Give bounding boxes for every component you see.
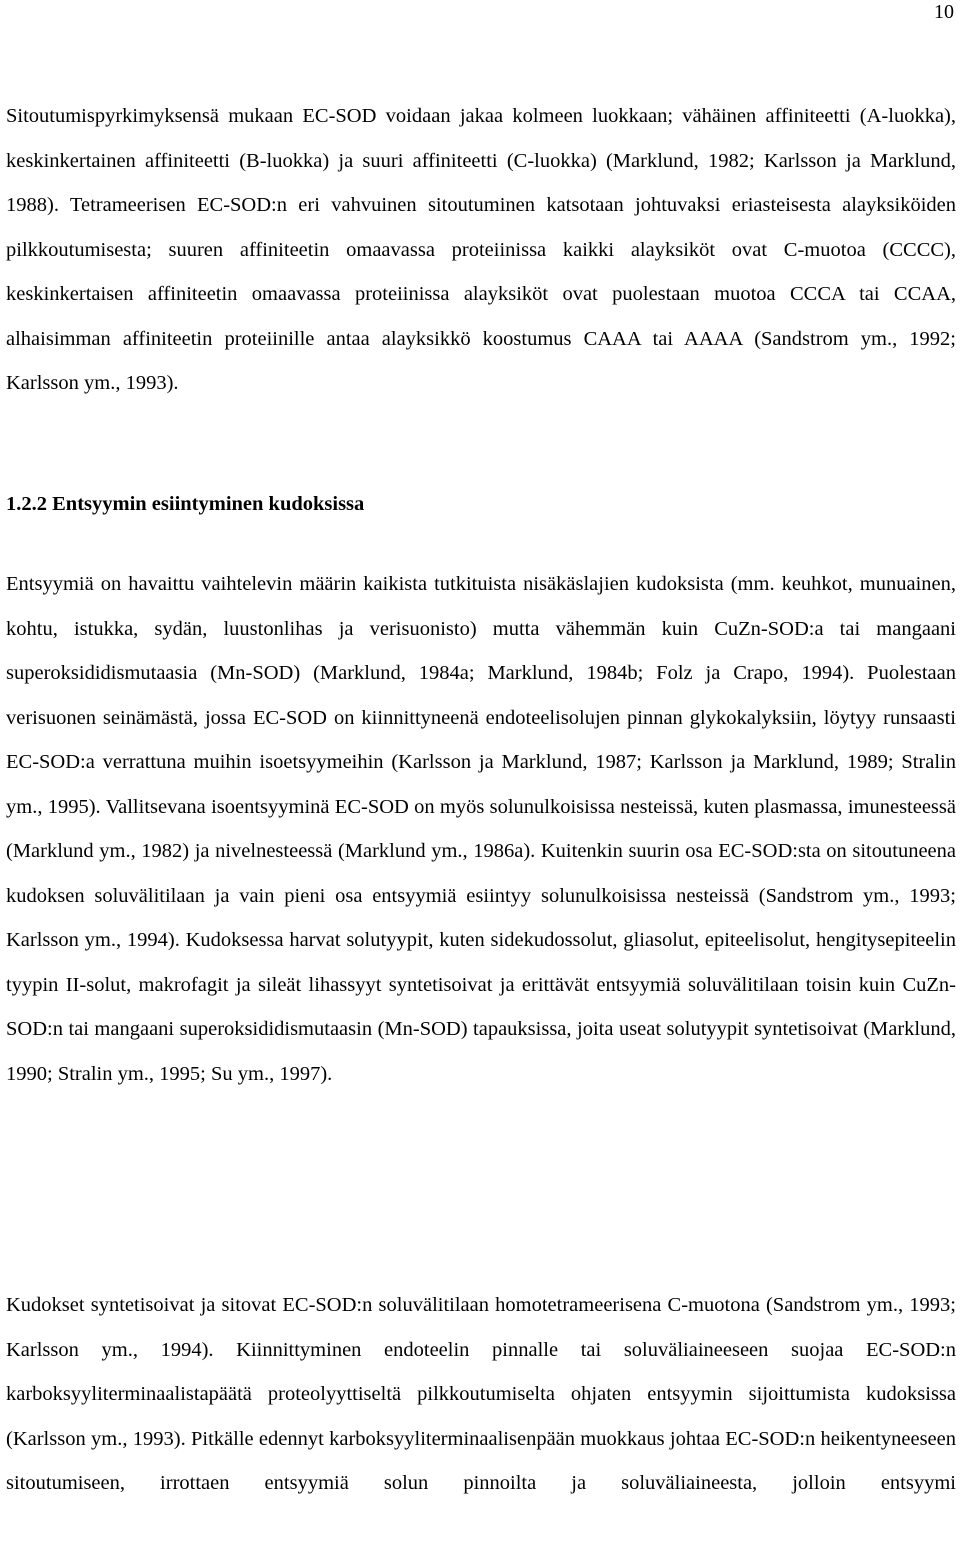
paragraph-tissue-synthesis: Kudokset syntetisoivat ja sitovat EC-SOD:n soluvälitilaan homotetrameerisena C-muotona (Sandstrom ym., 1993; Karlsson ym., 1994). Kiinnittyminen endoteelin pinnalle tai soluväliaineeseen suojaa EC-SOD:n karboksyyliterminaalistapäätä proteolyyttiseltä pilkkoutumiselta ohjaten entsyymin sijoittumista kudoksissa (Karlsson ym., 1993). Pitkälle edennyt karboksyyliterminaalisenpään muokkaus johtaa EC-SOD:n heikentyneeseen sitoutumiseen, irrottaen entsyymiä solun pinnoilta ja soluväliaineesta, jolloin entsyymi	[6, 1294, 956, 1494]
section-heading: 1.2.2 Entsyymin esiintyminen kudoksissa	[6, 493, 365, 515]
paragraph-tissue-distribution: Entsyymiä on havaittu vaihtelevin määrin kaikista tutkituista nisäkäslajien kudoksista (mm. keuhkot, munuainen, kohtu, istukka, sydän, luustonlihas ja verisuonisto) mutta vähemmän kuin CuZn-SOD:a tai mangaani superoksididismutaasia (Mn-SOD) (Marklund, 1984a; Marklund, 1984b; Folz ja Crapo, 1994). Puolestaan verisuonen seinämästä, jossa EC-SOD on kiinnittyneenä endoteelisolujen pinnan glykokalyksiin, löytyy runsaasti EC-SOD:a verrattuna muihin isoetsyymeihin (Karlsson ja Marklund, 1987; Karlsson ja Marklund, 1989; Stralin ym., 1995). Vallitsevana isoentsyyminä EC-SOD on myös solunulkoisissa nesteissä, kuten plasmassa, imunesteessä (Marklund ym., 1982) ja nivelnesteessä (Marklund ym., 1986a). Kuitenkin suurin osa EC-SOD:sta on sitoutuneena kudoksen soluvälitilaan ja vain pieni osa entsyymiä esiintyy solunulkoisissa nesteissä (Sandstrom ym., 1993; Karlsson ym., 1994). Kudoksessa harvat solutyypit, kuten sidekudossolut, gliasolut, epiteelisolut, hengitysepiteelin tyypin II-solut, makrofagit ja sileät lihassyyt syntetisoivat ja erittävät entsyymiä soluvälitilaan toisin kuin CuZn-SOD:n tai mangaani superoksididismutaasin (Mn-SOD) tapauksissa, joita useat solutyypit syntetisoivat (Marklund, 1990; Stralin ym., 1995; Su ym., 1997).	[6, 573, 956, 1085]
page-number: 10	[934, 1, 954, 23]
paragraph-affinity-classes: Sitoutumispyrkimyksensä mukaan EC-SOD voidaan jakaa kolmeen luokkaan; vähäinen affiniteetti (A-luokka), keskinkertainen affiniteetti (B-luokka) ja suuri affiniteetti (C-luokka) (Marklund, 1982; Karlsson ja Marklund, 1988). Tetrameerisen EC-SOD:n eri vahvuinen sitoutuminen katsotaan johtuvaksi eriasteisesta alayksiköiden pilkkoutumisesta; suuren affiniteetin omaavassa proteiinissa kaikki alayksiköt ovat C-muotoa (CCCC), keskinkertaisen affiniteetin omaavassa proteiinissa alayksiköt ovat puolestaan muotoa CCCA tai CCAA, alhaisimman affiniteetin proteiinille antaa alayksikkö koostumus CAAA tai AAAA (Sandstrom ym., 1992; Karlsson ym., 1993).	[6, 105, 956, 394]
